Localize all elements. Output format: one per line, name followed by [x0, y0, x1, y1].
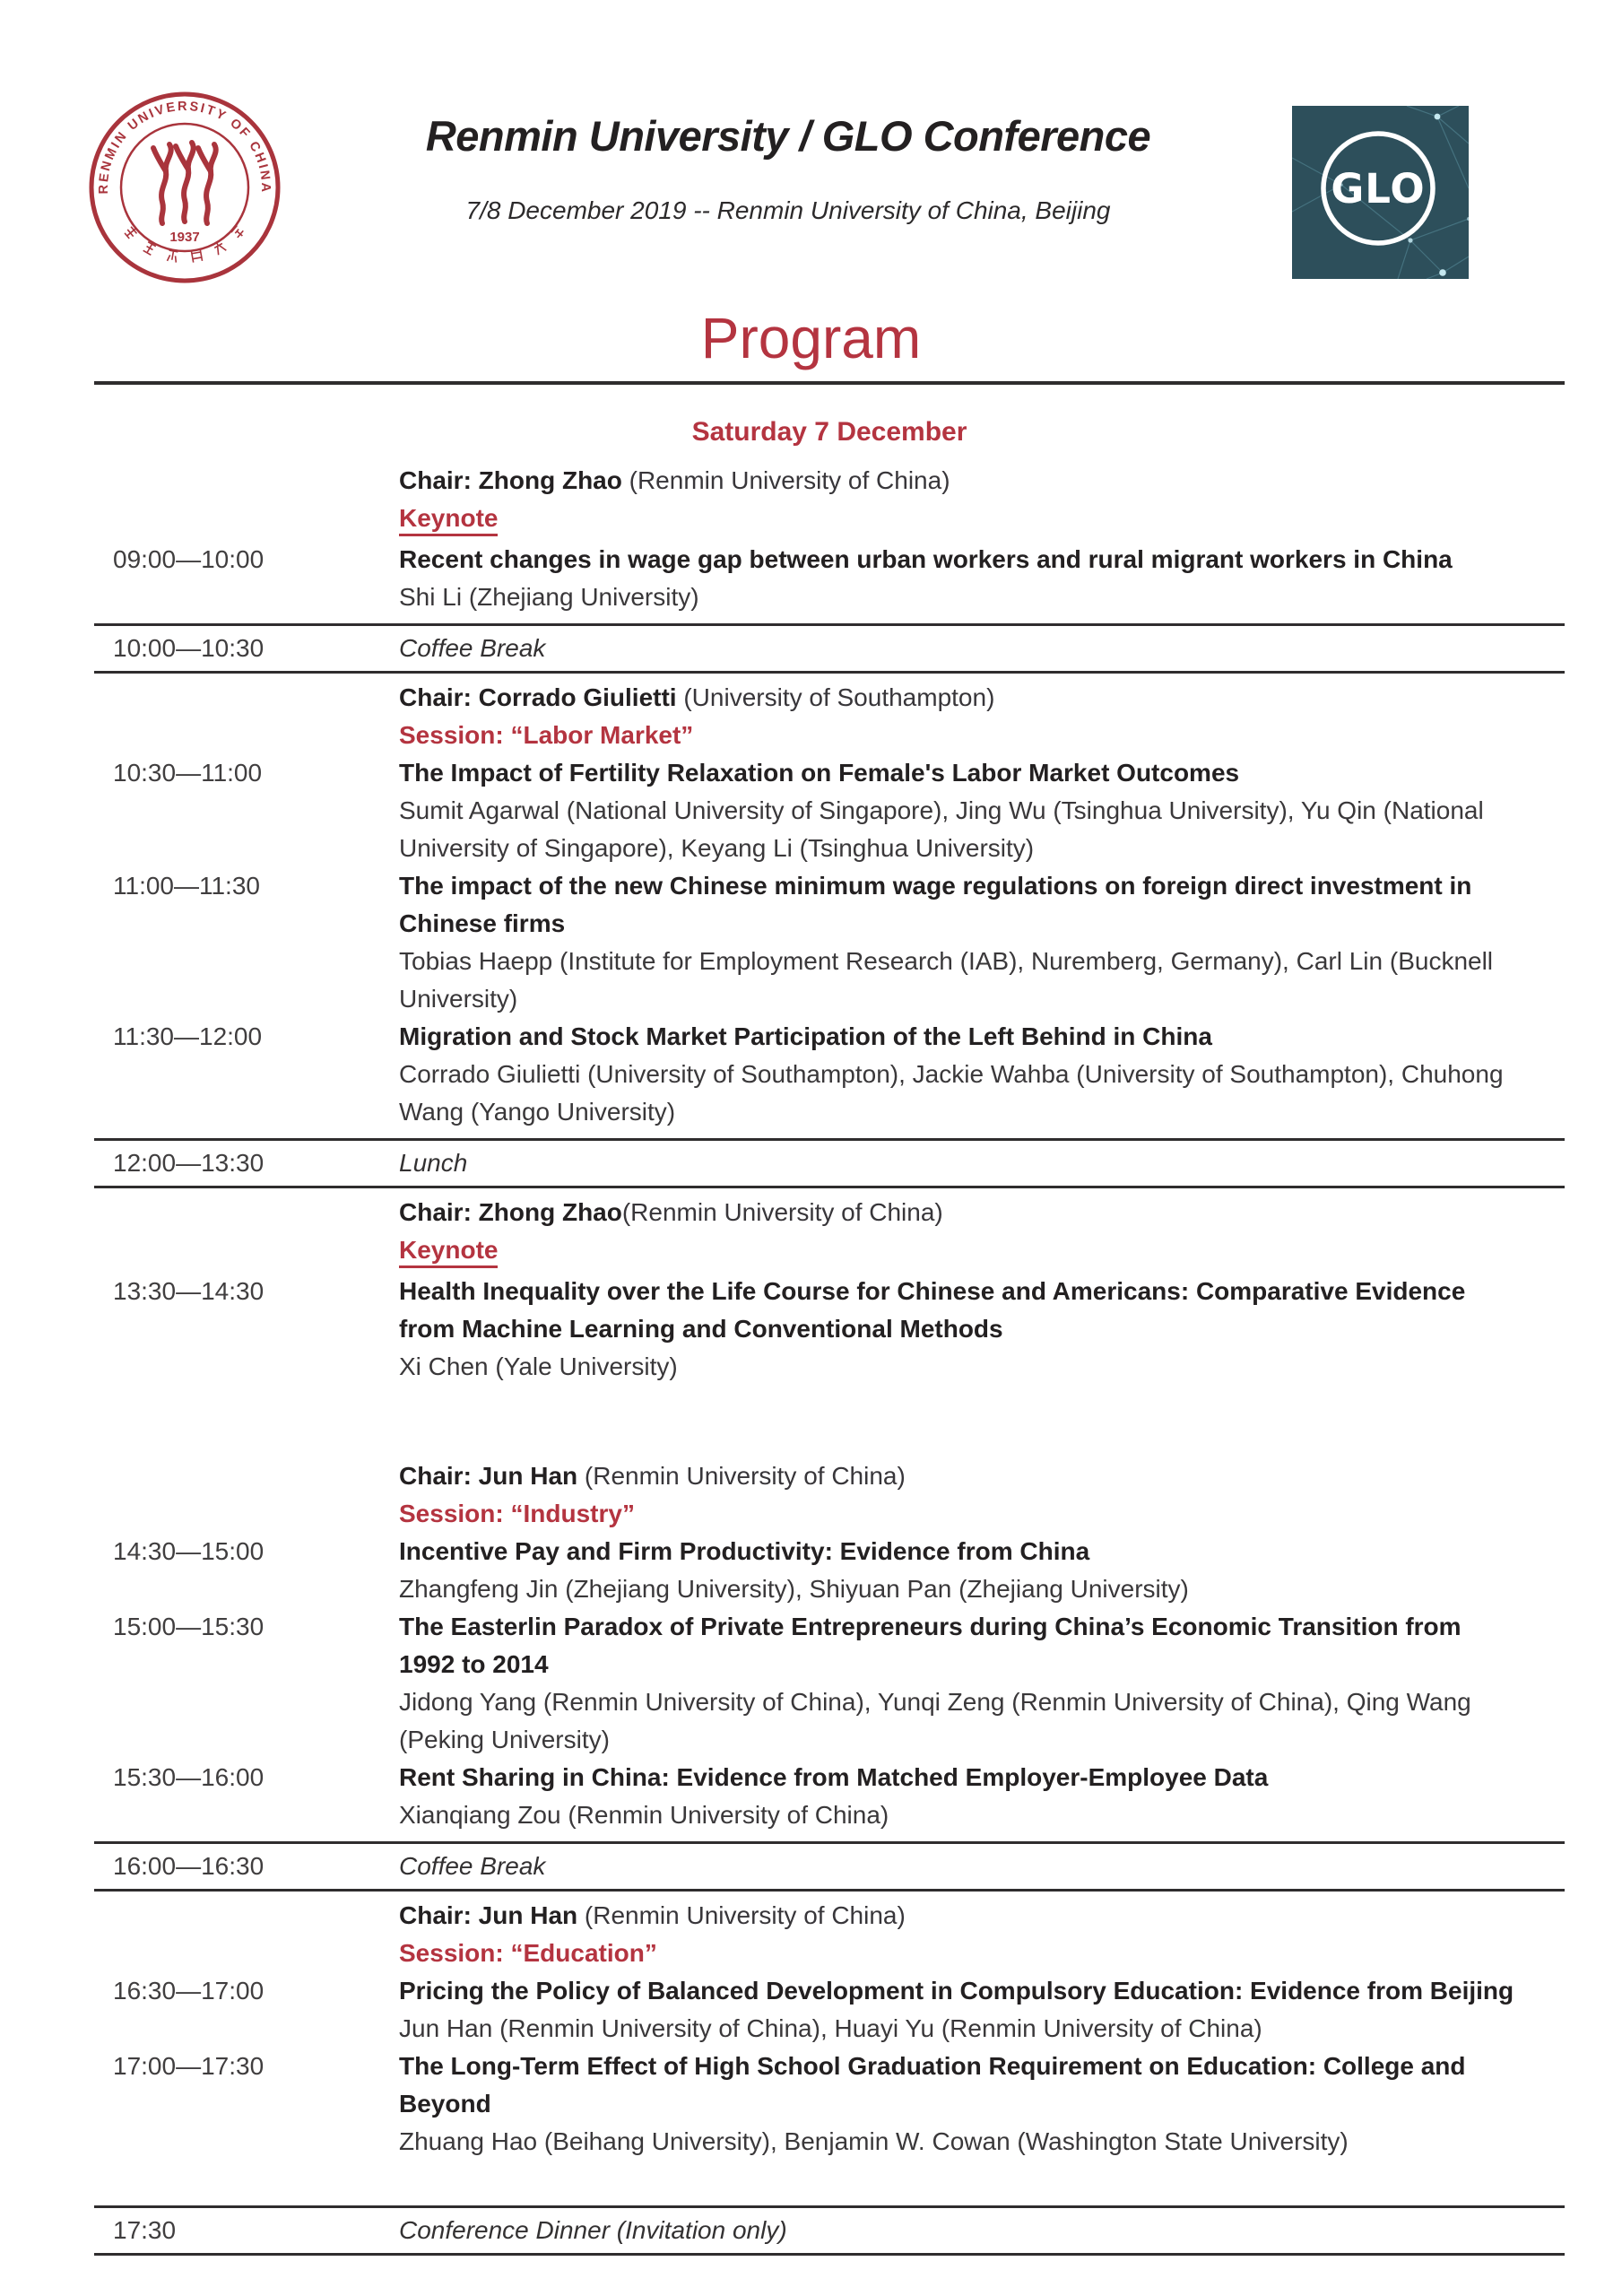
time-cell: 11:00—11:30: [113, 872, 260, 900]
title-rule: [94, 381, 1565, 385]
break-label: Lunch: [399, 1149, 468, 1177]
spacer-row: [94, 1386, 1565, 1457]
content-cell: [399, 1231, 1550, 1273]
chair-name: Chair: Zhong Zhao: [399, 1198, 622, 1226]
time-cell: 16:00—16:30: [113, 1852, 265, 1880]
break-label: Conference Dinner (Invitation only): [399, 2216, 787, 2244]
content-cell: [399, 1759, 1550, 1834]
time-cell: 12:00—13:30: [113, 1149, 265, 1177]
time-cell: [94, 500, 399, 541]
glo-logo: [1292, 106, 1469, 279]
talk-authors: Shi Li (Zhejiang University): [399, 583, 699, 611]
content-cell: [399, 1018, 1550, 1131]
chair-affiliation: (Renmin University of China): [621, 466, 950, 494]
content-cell: [399, 1935, 1550, 1972]
spacer-row: [94, 2161, 1565, 2198]
time-cell: [94, 1457, 399, 1495]
time-cell: 15:30—16:00: [113, 1763, 265, 1791]
talk-authors: Corrado Giulietti (University of Southampton), Jackie Wahba (University of Southampton), Chuhong Wang (Yango University): [399, 1060, 1504, 1126]
talk-row: [94, 1273, 1565, 1386]
chair-name: Chair: Jun Han: [399, 1462, 578, 1490]
content-cell: [399, 1495, 1550, 1533]
session-label: Session: “Industry”: [399, 1500, 635, 1527]
renmin-university-seal-logo: [85, 85, 284, 293]
talk-title: Rent Sharing in China: Evidence from Matched Employer-Employee Data: [399, 1763, 1269, 1791]
page-title: Program: [700, 306, 922, 370]
talk-title: Health Inequality over the Life Course for Chinese and Americans: Comparative Evidence from Machine Learning and Conventional Methods: [399, 1277, 1466, 1343]
content-cell: [399, 1533, 1550, 1608]
talk-title: The Impact of Fertility Relaxation on Female's Labor Market Outcomes: [399, 759, 1240, 787]
chair-affiliation: (Renmin University of China): [621, 1198, 943, 1226]
chair-affiliation: (Renmin University of China): [577, 1462, 906, 1490]
time-cell: [94, 462, 399, 500]
content-cell: [399, 462, 1550, 500]
chair-row: [94, 462, 1565, 500]
chair-row: [94, 1897, 1565, 1935]
talk-authors: Sumit Agarwal (National University of Singapore), Jing Wu (Tsinghua University), Yu Qin (National University of Singapore), Keyang Li (Tsinghua University): [399, 796, 1484, 862]
time-cell: [94, 1194, 399, 1231]
content-cell: [399, 1972, 1550, 2048]
conference-title: Renmin University / GLO Conference: [425, 112, 1151, 160]
talk-authors: Jidong Yang (Renmin University of China), Yunqi Zeng (Renmin University of China), Qing Wang (Peking University): [399, 1688, 1471, 1753]
time-cell: 17:00—17:30: [113, 2052, 265, 2080]
talk-authors: Zhangfeng Jin (Zhejiang University), Shiyuan Pan (Zhejiang University): [399, 1575, 1189, 1603]
content-cell: [399, 1194, 1550, 1231]
header-titles: [284, 85, 1292, 225]
talk-row: [94, 867, 1565, 1018]
content-cell: [399, 500, 1550, 541]
schedule-section: [94, 1138, 1565, 1186]
talk-row: [94, 754, 1565, 867]
time-cell: [94, 679, 399, 717]
keynote-label: Keynote: [399, 503, 498, 536]
schedule-table: [94, 457, 1565, 2256]
talk-title: Incentive Pay and Firm Productivity: Evidence from China: [399, 1537, 1090, 1565]
talk-title: The Easterlin Paradox of Private Entrepreneurs during China’s Economic Transition from 1992 to 2014: [399, 1613, 1462, 1678]
chair-row: [94, 679, 1565, 717]
break-label: Coffee Break: [399, 634, 546, 662]
chair-affiliation: (Renmin University of China): [577, 1901, 906, 1929]
time-cell: 17:30: [113, 2216, 177, 2244]
content-cell: [399, 2048, 1550, 2161]
time-cell: [94, 1495, 399, 1533]
talk-title: The Long-Term Effect of High School Graduation Requirement on Education: College and Beyond: [399, 2052, 1466, 2118]
talk-authors: Tobias Haepp (Institute for Employment Research (IAB), Nuremberg, Germany), Carl Lin (Bucknell University): [399, 947, 1494, 1013]
talk-row: [94, 1533, 1565, 1608]
time-cell: 13:30—14:30: [113, 1277, 265, 1305]
time-cell: 14:30—15:00: [113, 1537, 265, 1565]
talk-authors: Xianqiang Zou (Renmin University of China): [399, 1801, 889, 1829]
talk-title: Migration and Stock Market Participation of the Left Behind in China: [399, 1022, 1212, 1050]
content-cell: [399, 1457, 1550, 1495]
time-cell: 15:00—15:30: [113, 1613, 265, 1640]
session-label: Session: “Labor Market”: [399, 721, 694, 749]
talk-authors: Jun Han (Renmin University of China), Huayi Yu (Renmin University of China): [399, 2014, 1262, 2042]
chair-row: [94, 1194, 1565, 1231]
talk-title: Pricing the Policy of Balanced Development in Compulsory Education: Evidence from Beijing: [399, 1977, 1514, 2005]
keynote-label: Keynote: [399, 1235, 498, 1268]
talk-row: [94, 1759, 1565, 1834]
break-row: [94, 1848, 1565, 1885]
talk-authors: Xi Chen (Yale University): [399, 1352, 678, 1380]
schedule-section: [94, 457, 1565, 623]
talk-row: [94, 1972, 1565, 2048]
break-row: [94, 1144, 1565, 1182]
time-cell: 16:30—17:00: [113, 1977, 265, 2005]
talk-title: Recent changes in wage gap between urban workers and rural migrant workers in China: [399, 545, 1453, 573]
session-label: Session: “Education”: [399, 1939, 657, 1967]
time-cell: 09:00—10:00: [113, 545, 265, 573]
chair-name: Chair: Zhong Zhao: [399, 466, 622, 494]
content-cell: [399, 717, 1550, 754]
chair-affiliation: (University of Southampton): [676, 683, 995, 711]
break-row: [94, 2212, 1565, 2249]
keynote-row: [94, 1231, 1565, 1273]
time-cell: [94, 1935, 399, 1972]
break-row: [94, 630, 1565, 667]
session-row: [94, 717, 1565, 754]
seal-ring-text: RENMIN UNIVERSITY OF CHINA: [96, 99, 273, 195]
time-cell: [94, 717, 399, 754]
talk-row: [94, 541, 1565, 616]
talk-authors: Zhuang Hao (Beihang University), Benjamin W. Cowan (Washington State University): [399, 2127, 1349, 2155]
talk-row: [94, 2048, 1565, 2161]
schedule-section: [94, 1186, 1565, 1841]
conference-subtitle: 7/8 December 2019 -- Renmin University of China, Beijing: [465, 196, 1111, 224]
content-cell: [399, 867, 1550, 1018]
document-header: [0, 0, 1622, 293]
chair-name: Chair: Corrado Giulietti: [399, 683, 677, 711]
glo-logo-label: GLO: [1331, 165, 1426, 213]
content-cell: [399, 541, 1550, 616]
chair-name: Chair: Jun Han: [399, 1901, 578, 1929]
content-cell: [399, 1897, 1550, 1935]
break-label: Coffee Break: [399, 1852, 546, 1880]
schedule-section: [94, 671, 1565, 1138]
day-title: Saturday 7 December: [691, 417, 967, 447]
schedule-section: [94, 1889, 1565, 2205]
schedule-section: [94, 2205, 1565, 2256]
seal-year: 1937: [169, 230, 200, 245]
content-cell: [399, 1273, 1550, 1386]
time-cell: 10:00—10:30: [113, 634, 265, 662]
session-row: [94, 1935, 1565, 1972]
time-cell: 11:30—12:00: [113, 1022, 263, 1050]
schedule-section: [94, 623, 1565, 671]
time-cell: [94, 1897, 399, 1935]
chair-row: [94, 1457, 1565, 1495]
time-cell: 10:30—11:00: [113, 759, 263, 787]
talk-row: [94, 1608, 1565, 1759]
content-cell: [399, 1608, 1550, 1759]
session-row: [94, 1495, 1565, 1533]
talk-title: The impact of the new Chinese minimum wage regulations on foreign direct investment in Chinese firms: [399, 872, 1472, 937]
time-cell: [94, 1231, 399, 1273]
content-cell: [399, 679, 1550, 717]
keynote-row: [94, 500, 1565, 541]
talk-row: [94, 1018, 1565, 1131]
content-cell: [399, 754, 1550, 867]
schedule-section: [94, 1841, 1565, 1889]
